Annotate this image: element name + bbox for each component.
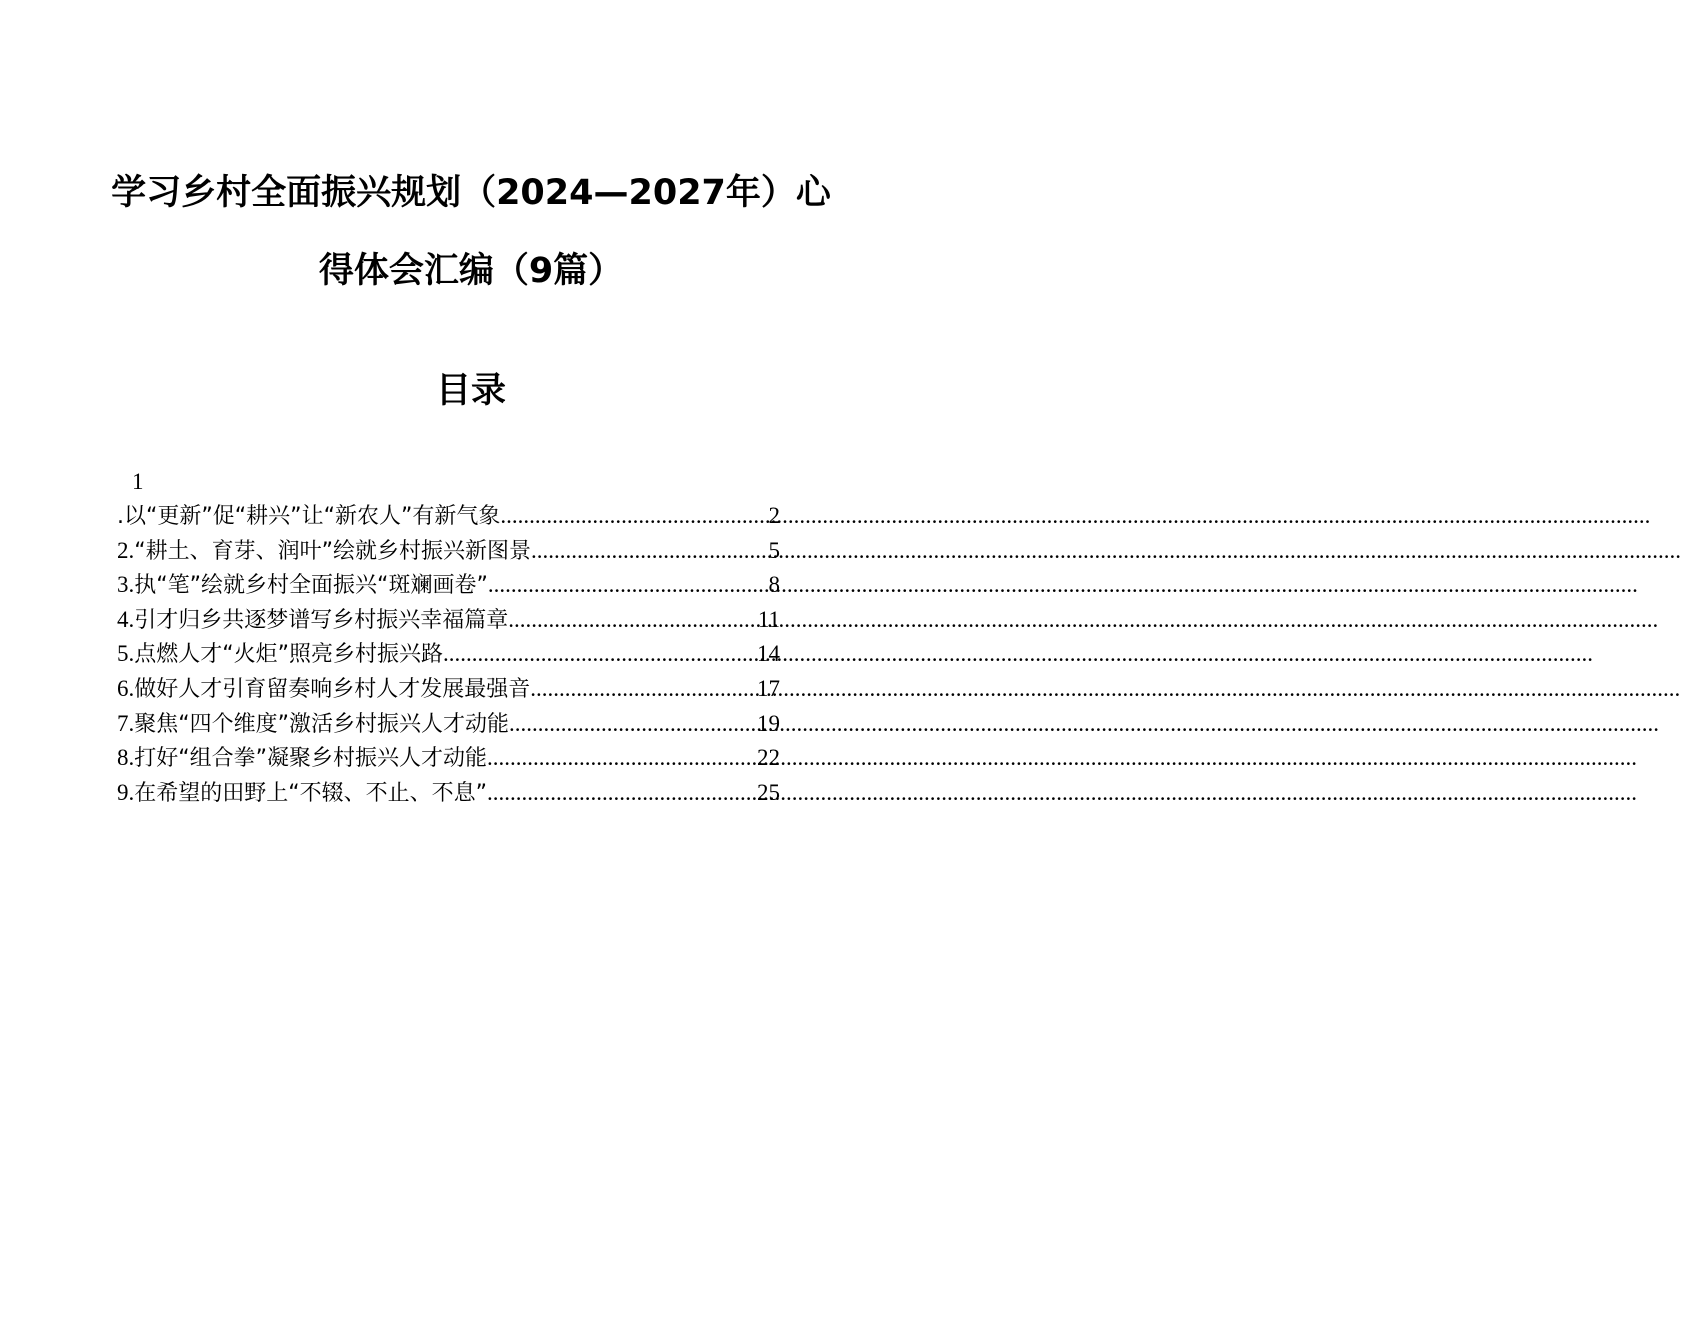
toc-entry-2[interactable]	[117, 534, 780, 569]
toc-entry-title	[117, 707, 509, 743]
toc-entry-number: 8.	[117, 745, 135, 771]
toc-dot-leader	[530, 672, 757, 707]
toc-entry-text: 聚焦“四个维度”激活乡村振兴人才动能	[134, 711, 510, 737]
toc-entry-text: 点燃人才“火炬”照亮乡村振兴路	[134, 642, 444, 668]
toc-entry-title	[117, 534, 531, 570]
toc-entry-page: 22	[757, 745, 780, 771]
toc-entry-page: 2	[768, 503, 780, 528]
toc-entry-text: 引才归乡共逐梦谱写乡村振兴幸福篇章	[134, 607, 509, 633]
toc-entry-title	[117, 499, 500, 535]
toc-entry-page: 11	[757, 606, 780, 632]
toc-dot-leader	[443, 637, 757, 672]
toc-dot-leader	[531, 534, 768, 569]
document-title	[100, 168, 842, 324]
toc-entry-number: 5.	[117, 641, 135, 667]
toc-entry-number: 3.	[117, 572, 135, 598]
toc-entry-page: 8	[768, 572, 780, 598]
toc-entry-title	[117, 776, 487, 812]
toc-dot-leader	[509, 707, 757, 742]
toc-entry-5[interactable]	[117, 637, 780, 672]
toc-entry-text: “耕土、育芽、润叶”绘就乡村振兴新图景	[134, 538, 532, 564]
toc-entry-8[interactable]	[117, 741, 780, 776]
toc-entry-4[interactable]	[117, 603, 780, 638]
toc-entry-page: 17	[757, 675, 780, 701]
toc-entry-page: 19	[757, 710, 780, 736]
toc-dot-leader	[488, 568, 769, 603]
toc-entry-title	[117, 568, 488, 604]
toc-entry-1-number: 1	[132, 469, 144, 494]
toc-entry-page: 25	[757, 779, 780, 805]
toc-entry-page: 5	[768, 537, 780, 563]
toc-heading: 目录	[435, 371, 506, 411]
toc-entry-text: 在希望的田野上“不辍、不止、不息”	[134, 780, 488, 806]
toc-entry-6[interactable]	[117, 672, 780, 707]
toc-entry-text: .以“更新”促“耕兴”让“新农人”有新气象	[117, 504, 501, 529]
toc-dot-leader	[487, 776, 757, 811]
table-of-contents	[117, 464, 780, 810]
document-title-line-2: 得体会汇编（9篇）	[318, 251, 624, 291]
toc-dot-leader	[487, 741, 757, 776]
toc-entry-title	[117, 741, 487, 777]
toc-entry-number: 4.	[117, 606, 135, 632]
document-title-line-1: 学习乡村全面振兴规划（2024—2027年）心	[111, 173, 831, 213]
toc-entry-title	[117, 672, 530, 708]
toc-entry-text: 做好人才引育留奏响乡村人才发展最强音	[134, 676, 531, 702]
toc-entry-text: 打好“组合拳”凝聚乡村振兴人才动能	[134, 746, 488, 772]
toc-entry-number: 9.	[117, 779, 135, 805]
toc-entry-title	[117, 603, 508, 639]
toc-entry-3[interactable]	[117, 568, 780, 603]
toc-entry-page: 14	[757, 641, 780, 667]
toc-entry-7[interactable]	[117, 707, 780, 742]
toc-entry-text: 执“笔”绘就乡村全面振兴“斑斓画卷”	[134, 573, 488, 599]
toc-entry-1[interactable]	[117, 499, 780, 534]
toc-entry-number: 7.	[117, 710, 135, 736]
toc-entry-title	[117, 637, 443, 673]
toc-dot-leader	[500, 499, 768, 534]
toc-entry-number: 2.	[117, 537, 135, 563]
toc-entry-number: 6.	[117, 675, 135, 701]
toc-entry-9[interactable]	[117, 776, 780, 811]
toc-dot-leader	[508, 603, 758, 638]
